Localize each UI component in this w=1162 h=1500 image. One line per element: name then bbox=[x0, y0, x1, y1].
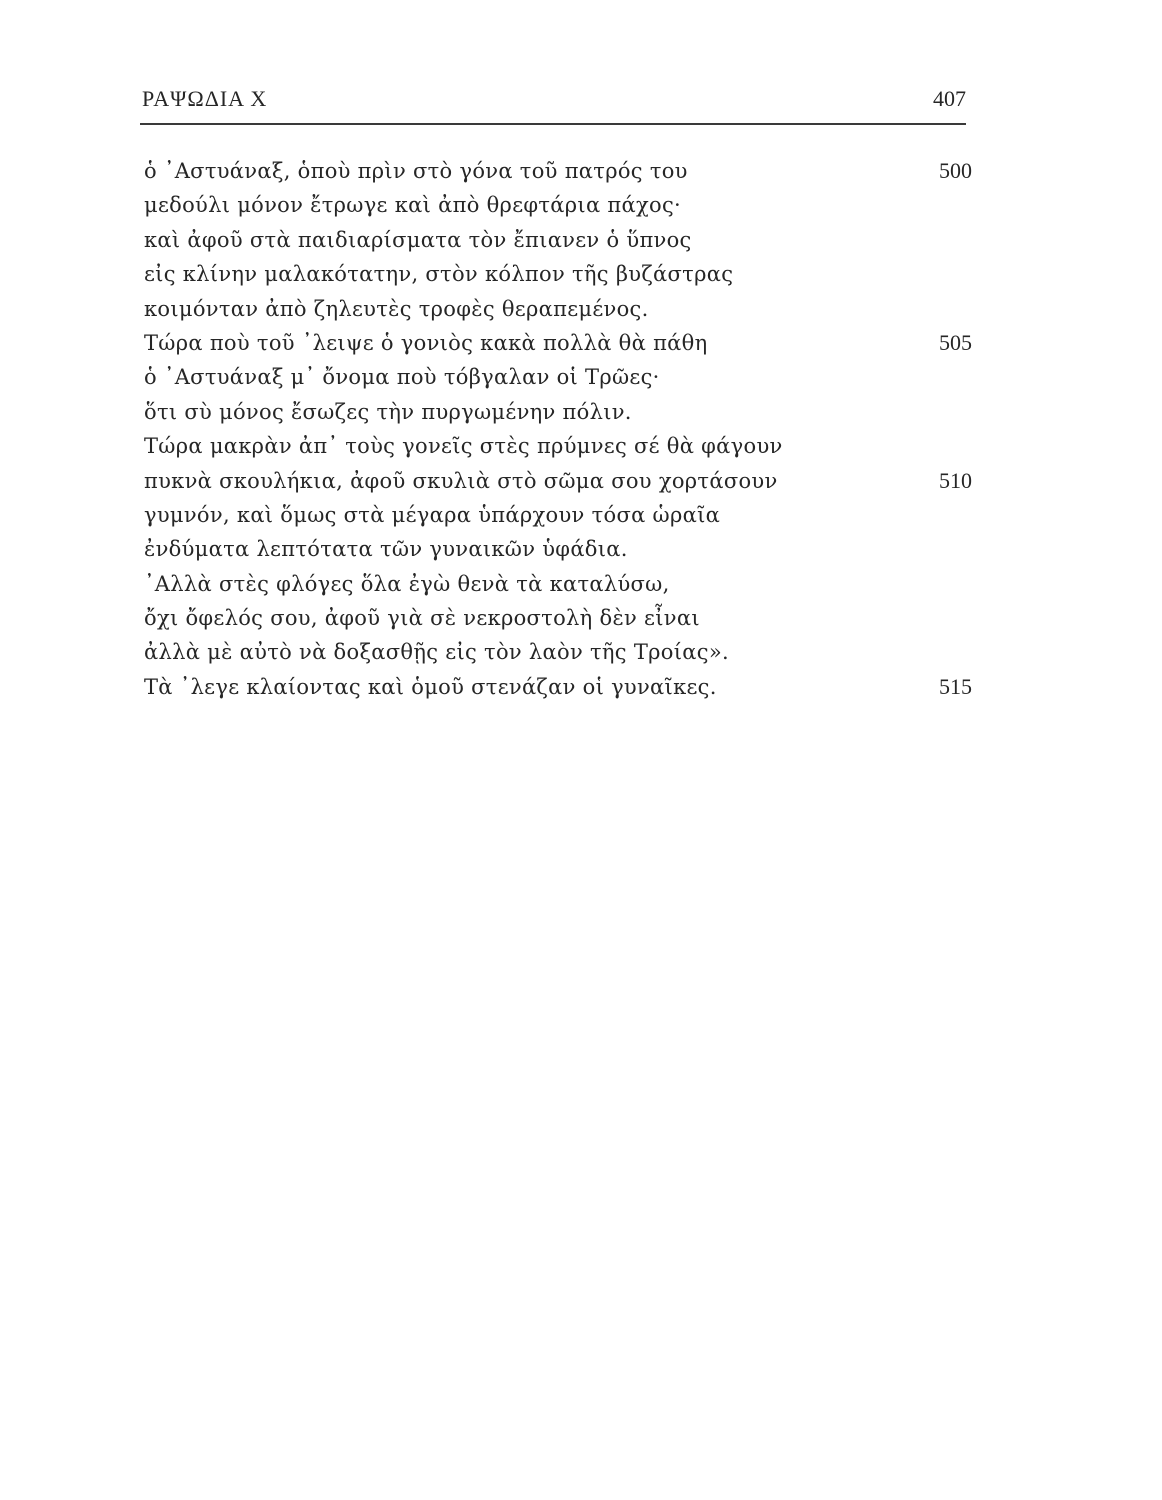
line-number: 500 bbox=[939, 158, 972, 183]
verse-line bbox=[144, 498, 972, 532]
verse-text: γυμνόν, καὶ ὅμως στὰ μέγαρα ὑπάρχουν τόσα ὡραῖα bbox=[144, 502, 721, 527]
verse-text: Τώρα ποὺ τοῦ ᾿λειψε ὁ γονιὸς κακὰ πολλὰ θὰ πάθη bbox=[144, 330, 708, 355]
running-title: ΡΑΨΩΔΙΑ Χ bbox=[142, 86, 268, 111]
verse-line bbox=[144, 532, 972, 566]
verse-line bbox=[144, 292, 972, 326]
verse-line bbox=[144, 154, 972, 188]
verse-text: Τὰ ᾿λεγε κλαίοντας καὶ ὁμοῦ στενάζαν οἱ γυναῖκες. bbox=[144, 674, 717, 699]
page-header bbox=[140, 86, 966, 120]
verse-line bbox=[144, 635, 972, 669]
verse-line bbox=[144, 257, 972, 291]
verse-text: κοιμόνταν ἀπὸ ζηλευτὲς τροφὲς θεραπεμένος. bbox=[144, 296, 649, 321]
verse-line bbox=[144, 223, 972, 257]
verse-text: καὶ ἀφοῦ στὰ παιδιαρίσματα τὸν ἔπιανεν ὁ ὕπνος bbox=[144, 227, 692, 252]
verse-text: ὄχι ὄφελός σου, ἀφοῦ γιὰ σὲ νεκροστολὴ δὲν εἶναι bbox=[144, 606, 700, 631]
line-number: 515 bbox=[939, 673, 972, 699]
line-number: 510 bbox=[939, 467, 972, 493]
verse-text: ᾿Αλλὰ στὲς φλόγες ὅλα ἐγὼ θενὰ τὰ καταλύσω, bbox=[144, 571, 670, 596]
header-rule bbox=[140, 123, 966, 125]
verse-text: πυκνὰ σκουλήκια, ἀφοῦ σκυλιὰ στὸ σῶμα σου χορτάσουν bbox=[144, 468, 778, 493]
verse-text: ὅτι σὺ μόνος ἔσωζες τὴν πυργωμένην πόλιν. bbox=[144, 399, 632, 424]
page-number: 407 bbox=[933, 86, 966, 111]
verse-text: εἰς κλίνην μαλακότατην, στὸν κόλπον τῆς βυζάστρας bbox=[144, 262, 734, 287]
verse-line bbox=[144, 464, 972, 498]
verse-text: ἀλλὰ μὲ αὐτὸ νὰ δοξασθῇς εἰς τὸν λαὸν τῆς Τροίας». bbox=[144, 640, 729, 665]
verse-text: ὁ ᾿Αστυάναξ, ὁποὺ πρὶν στὸ γόνα τοῦ πατρός του bbox=[144, 159, 688, 183]
verse-text: μεδούλι μόνον ἔτρωγε καὶ ἀπὸ θρεφτάρια πάχος· bbox=[144, 193, 682, 218]
verse-text: Τώρα μακρὰν ἀπ᾿ τοὺς γονεῖς στὲς πρύμνες σέ θὰ φάγουν bbox=[144, 434, 783, 459]
poem-text bbox=[144, 154, 972, 704]
verse-line bbox=[144, 188, 972, 222]
verse-text: ὁ ᾿Αστυάναξ μ᾿ ὄνομα ποὺ τόβγαλαν οἱ Τρῶες· bbox=[144, 365, 660, 390]
verse-line bbox=[144, 429, 972, 463]
verse-line bbox=[144, 567, 972, 601]
verse-text: ἐνδύματα λεπτότατα τῶν γυναικῶν ὑφάδια. bbox=[144, 537, 628, 562]
verse-line bbox=[144, 670, 972, 704]
verse-line bbox=[144, 395, 972, 429]
line-number: 505 bbox=[939, 329, 972, 355]
verse-line bbox=[144, 360, 972, 394]
verse-line bbox=[144, 326, 972, 360]
verse-line bbox=[144, 601, 972, 635]
